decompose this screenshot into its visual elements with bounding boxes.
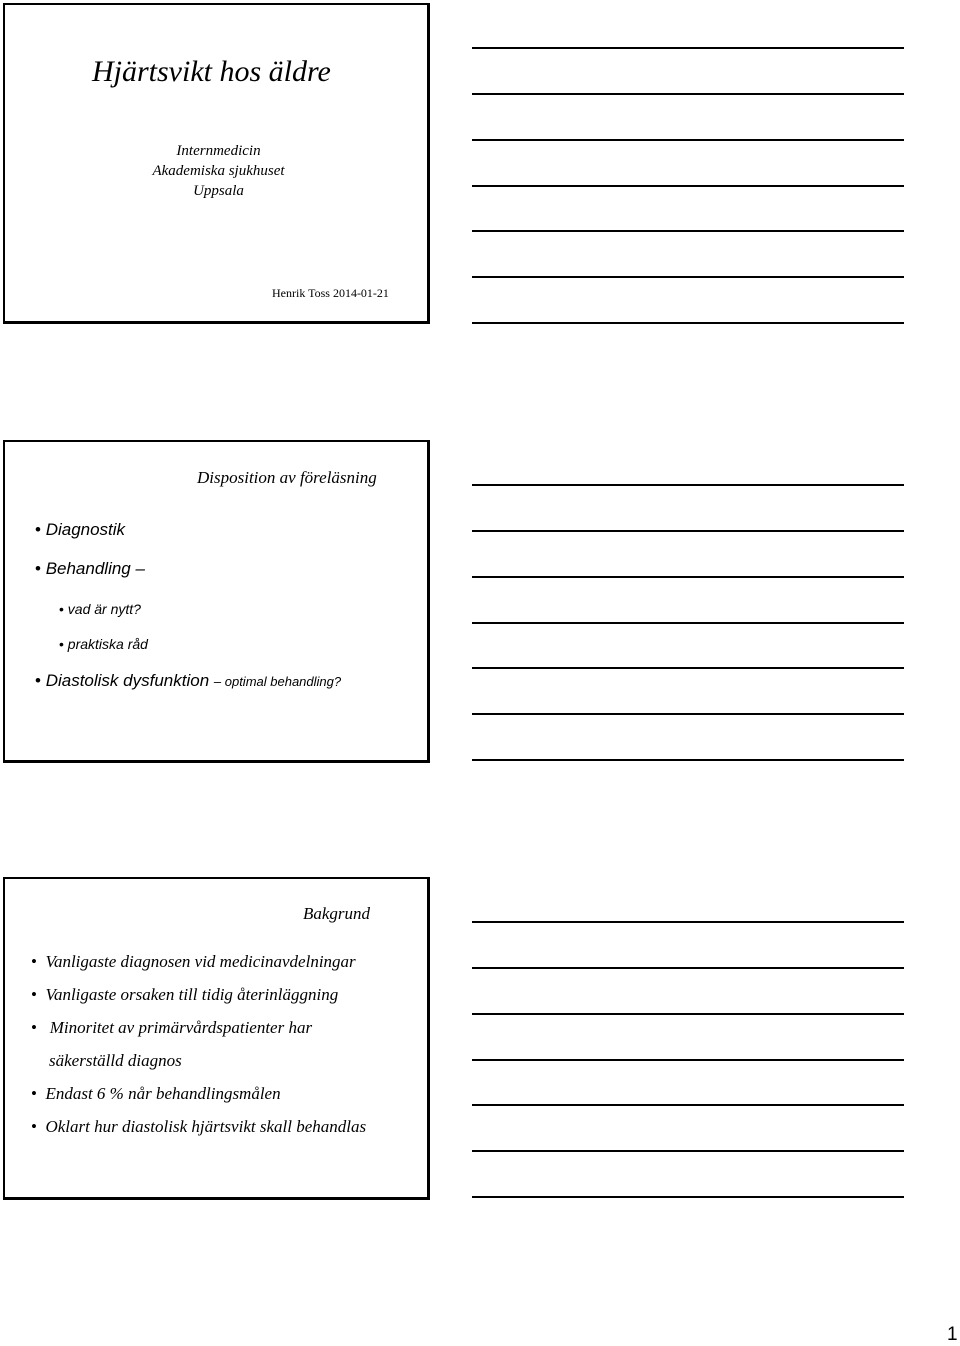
bullet-icon: • [31, 952, 37, 971]
slide-3 [3, 877, 430, 1200]
slide-3-title: Bakgrund [303, 904, 371, 923]
bullet-text: Diastolisk dysfunktion [45, 671, 210, 690]
page-number: 1 [947, 1324, 958, 1345]
slide-3-bullet-2 [31, 985, 338, 1005]
slide-2-bullet-1 [35, 520, 125, 540]
slide-2-bullet-3 [59, 601, 141, 617]
bullet-icon: • [59, 636, 64, 652]
slide-2 [3, 440, 430, 763]
slide-3-bullet-1 [31, 952, 356, 972]
note-line [472, 921, 904, 923]
slide-1-subtitle-line-2: Akademiska sjukhuset [152, 163, 285, 179]
slide-3-bullet-4 [31, 1084, 281, 1104]
note-line [472, 1059, 904, 1061]
note-line [472, 622, 904, 624]
note-line [472, 185, 904, 187]
bullet-text: Vanligaste orsaken till tidig återinläggning [45, 985, 339, 1004]
bullet-text: Oklart hur diastolisk hjärtsvikt skall behandlas [45, 1117, 367, 1136]
slide-3-bullet-3 [31, 1018, 312, 1038]
note-line [472, 1150, 904, 1152]
slide-2-bullet-5 [35, 671, 341, 691]
bullet-icon: • [31, 1117, 37, 1136]
note-line [472, 47, 904, 49]
bullet-text: säkerställd diagnos [49, 1051, 182, 1070]
slide-1-subtitle-line-1: Internmedicin [176, 143, 261, 159]
note-line [472, 93, 904, 95]
bullet-text: Behandling – [45, 559, 145, 578]
bullet-text: vad är nytt? [67, 601, 141, 617]
note-line [472, 1196, 904, 1198]
bullet-icon: • [31, 1084, 37, 1103]
note-line [472, 530, 904, 532]
slide-3-bullet-5 [31, 1117, 366, 1137]
note-line [472, 1104, 904, 1106]
bullet-icon: • [31, 1018, 37, 1037]
bullet-icon: • [31, 985, 37, 1004]
bullet-text: Endast 6 % når behandlingsmålen [45, 1084, 281, 1103]
slide-1 [3, 3, 430, 324]
bullet-suffix: – optimal behandling? [213, 674, 342, 689]
slide-2-bullet-2 [35, 559, 145, 579]
note-line [472, 759, 904, 761]
slide-3-bullet-3-continued [49, 1051, 182, 1071]
note-line [472, 713, 904, 715]
note-line [472, 667, 904, 669]
note-line [472, 576, 904, 578]
bullet-text: Minoritet av primärvårdspatienter har [49, 1018, 313, 1037]
note-line [472, 276, 904, 278]
bullet-icon: • [35, 520, 41, 539]
note-line [472, 322, 904, 324]
bullet-text: Diagnostik [45, 520, 126, 539]
note-line [472, 967, 904, 969]
slide-1-title: Hjärtsvikt hos äldre [92, 55, 331, 88]
slide-2-title: Disposition av föreläsning [197, 468, 377, 487]
slide-1-author: Henrik Toss 2014-01-21 [272, 286, 389, 300]
bullet-icon: • [35, 671, 41, 690]
note-line [472, 230, 904, 232]
note-line [472, 1013, 904, 1015]
bullet-text: praktiska råd [67, 636, 148, 652]
bullet-text: Vanligaste diagnosen vid medicinavdelningar [45, 952, 356, 971]
bullet-icon: • [35, 559, 41, 578]
slide-1-subtitle-line-3: Uppsala [193, 183, 244, 199]
note-line [472, 139, 904, 141]
bullet-icon: • [59, 601, 64, 617]
note-line [472, 484, 904, 486]
slide-2-bullet-4 [59, 636, 148, 652]
